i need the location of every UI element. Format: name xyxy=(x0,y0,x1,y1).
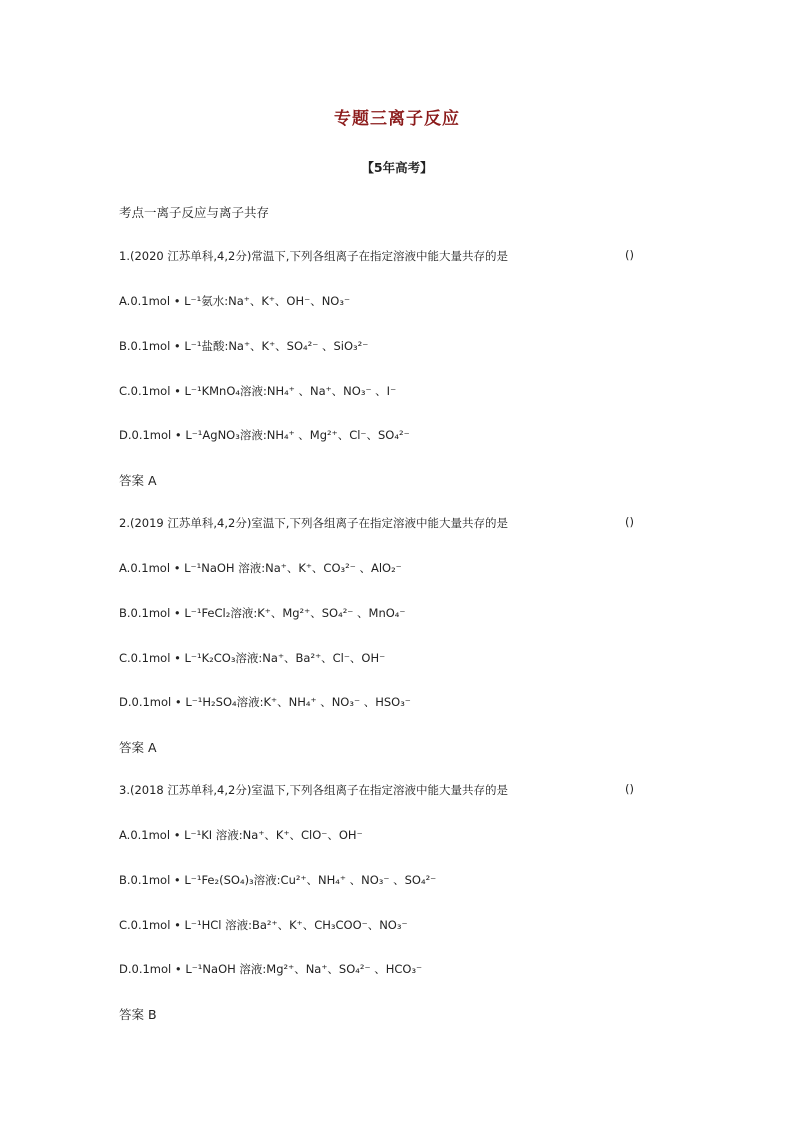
question-3-option-a: A.0.1mol • L⁻¹KI 溶液:Na⁺、K⁺、ClO⁻、OH⁻ xyxy=(119,828,363,842)
question-3-answer: 答案 B xyxy=(119,1007,157,1022)
question-2-option-c: C.0.1mol • L⁻¹K₂CO₃溶液:Na⁺、Ba²⁺、Cl⁻、OH⁻ xyxy=(119,651,386,665)
question-2-stem xyxy=(119,515,634,531)
question-stem-text: 3.(2018 江苏单科,4,2分)室温下,下列各组离子在指定溶液中能大量共存的是 xyxy=(119,783,508,797)
answer-paren: () xyxy=(625,515,634,529)
question-1-option-a: A.0.1mol • L⁻¹氨水:Na⁺、K⁺、OH⁻、NO₃⁻ xyxy=(119,294,351,308)
question-3-option-c: C.0.1mol • L⁻¹HCl 溶液:Ba²⁺、K⁺、CH₃COO⁻、NO₃⁻ xyxy=(119,918,408,932)
page-title: 专题三离子反应 xyxy=(334,109,460,129)
question-3-stem xyxy=(119,782,634,798)
question-3-option-b: B.0.1mol • L⁻¹Fe₂(SO₄)₃溶液:Cu²⁺、NH₄⁺ 、NO₃⁻ 、SO₄²⁻ xyxy=(119,873,437,887)
question-2-option-a: A.0.1mol • L⁻¹NaOH 溶液:Na⁺、K⁺、CO₃²⁻ 、AlO₂⁻ xyxy=(119,561,402,575)
question-stem-text: 1.(2020 江苏单科,4,2分)常温下,下列各组离子在指定溶液中能大量共存的是 xyxy=(119,249,508,263)
subtitle: 【5年高考】 xyxy=(361,160,433,175)
question-1-option-c: C.0.1mol • L⁻¹KMnO₄溶液:NH₄⁺ 、Na⁺、NO₃⁻ 、I⁻ xyxy=(119,384,397,398)
question-2-option-d: D.0.1mol • L⁻¹H₂SO₄溶液:K⁺、NH₄⁺ 、NO₃⁻ 、HSO₃⁻ xyxy=(119,695,411,709)
question-1-option-b: B.0.1mol • L⁻¹盐酸:Na⁺、K⁺、SO₄²⁻ 、SiO₃²⁻ xyxy=(119,339,369,353)
section-heading: 考点一离子反应与离子共存 xyxy=(119,205,270,220)
question-1-stem xyxy=(119,248,634,264)
question-1-option-d: D.0.1mol • L⁻¹AgNO₃溶液:NH₄⁺ 、Mg²⁺、Cl⁻、SO₄²⁻ xyxy=(119,428,410,442)
answer-paren: () xyxy=(625,248,634,262)
answer-paren: () xyxy=(625,782,634,796)
question-1-answer: 答案 A xyxy=(119,473,157,488)
question-stem-text: 2.(2019 江苏单科,4,2分)室温下,下列各组离子在指定溶液中能大量共存的是 xyxy=(119,516,508,530)
question-3-option-d: D.0.1mol • L⁻¹NaOH 溶液:Mg²⁺、Na⁺、SO₄²⁻ 、HCO₃⁻ xyxy=(119,962,423,976)
question-2-answer: 答案 A xyxy=(119,740,157,755)
question-2-option-b: B.0.1mol • L⁻¹FeCl₂溶液:K⁺、Mg²⁺、SO₄²⁻ 、MnO₄⁻ xyxy=(119,606,406,620)
